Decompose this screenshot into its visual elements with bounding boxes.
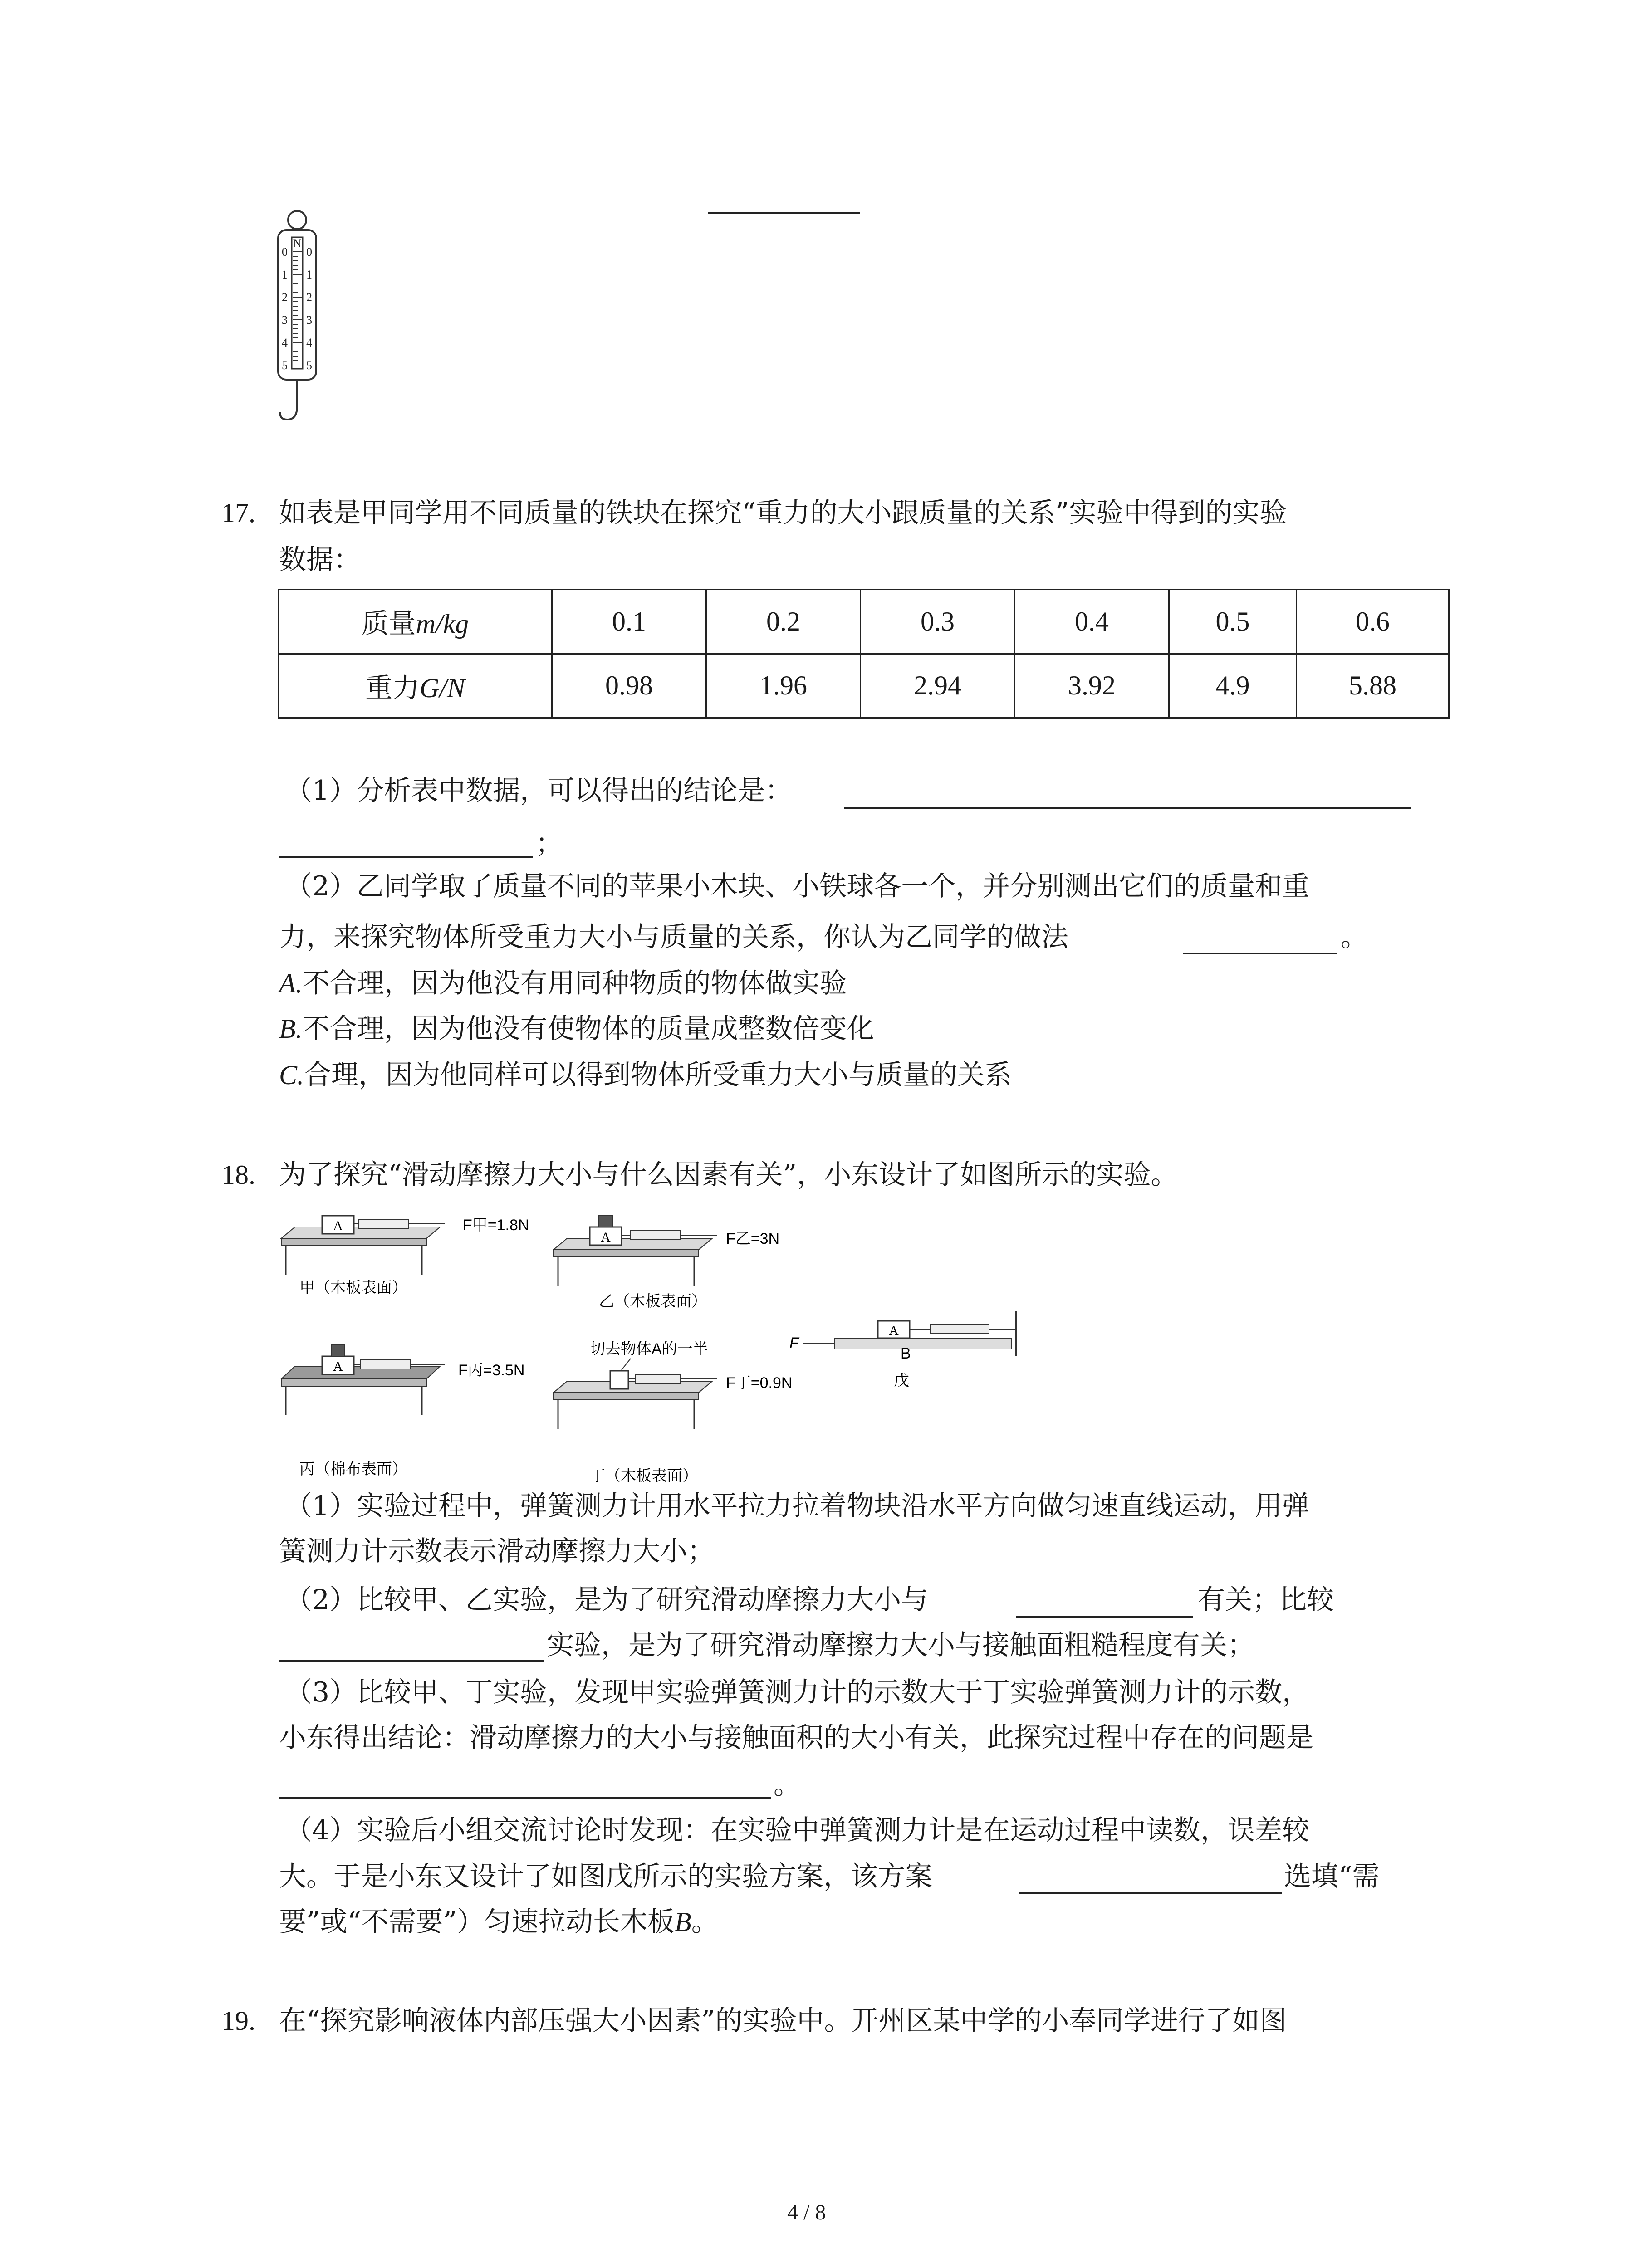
q17-part2-line1: （2）乙同学取了质量不同的苹果小木块、小铁球各一个，并分别测出它们的质量和重 <box>285 870 1310 902</box>
spring-scale-figure <box>270 206 324 442</box>
answer-blank-prev[interactable] <box>708 212 860 214</box>
scale-tick-label-left: 2 <box>282 291 288 304</box>
q18-part4-line2b: 选填“需 <box>1284 1861 1380 1892</box>
caption-ding: 丁（木板表面） <box>590 1467 698 1485</box>
scale-tick-label-right: 1 <box>306 268 312 281</box>
scale-tick-label-left: 1 <box>282 268 288 281</box>
q17-number: 17. <box>221 498 255 528</box>
note-ding: 切去物体A的一半 <box>590 1340 708 1358</box>
setup-jia <box>281 1216 529 1296</box>
force-bing-label: F丙=3.5N <box>458 1362 525 1379</box>
q17-stem-line2: 数据： <box>279 544 361 576</box>
friction-experiment-figure <box>272 1202 1043 1488</box>
mass-cell: 0.5 <box>1169 590 1297 654</box>
force-yi-label: F乙=3N <box>726 1230 780 1247</box>
weight-cell: 2.94 <box>861 654 1015 718</box>
scale-tick-label-right: 0 <box>306 245 312 259</box>
q18-part2-line1b: 有关；比较 <box>1198 1584 1334 1616</box>
weight-cell: 5.88 <box>1297 654 1449 718</box>
q18-part3-line1: （3）比较甲、丁实验，发现甲实验弹簧测力计的示数大于丁实验弹簧测力计的示数， <box>285 1677 1310 1708</box>
q18-part4-line2: 大。于是小东又设计了如图戊所示的实验方案，该方案 <box>279 1861 932 1892</box>
block-a-label: A <box>333 1218 343 1233</box>
q17-option-c[interactable]: C.合理，因为他同样可以得到物体所受重力大小与质量的关系 <box>279 1059 1012 1091</box>
scale-letter: N <box>293 237 302 250</box>
q18-part3-blank[interactable] <box>279 1797 771 1799</box>
mass-cell: 0.4 <box>1015 590 1169 654</box>
q19-number: 19. <box>221 2006 255 2036</box>
svg-text:A: A <box>889 1323 899 1338</box>
q17-part2-end: 。 <box>1341 921 1368 953</box>
q18-part1-line2: 簧测力计示数表示滑动摩擦力大小； <box>279 1535 715 1567</box>
q17-part1: （1）分析表中数据，可以得出的结论是： <box>285 775 793 807</box>
force-wu-label: F <box>789 1334 799 1352</box>
q18-part4-blank[interactable] <box>1019 1892 1282 1894</box>
caption-wu: 戊 <box>894 1372 909 1389</box>
page-number: 4 / 8 <box>787 2200 826 2224</box>
caption-bing: 丙（棉布表面） <box>299 1461 407 1478</box>
q18-part2-blank-a[interactable] <box>1016 1616 1193 1618</box>
q17-stem-line1: 如表是甲同学用不同质量的铁块在探究“重力的大小跟质量的关系”实验中得到的实验 <box>279 497 1287 529</box>
setup-wu <box>789 1311 1016 1389</box>
weight-cell: 0.98 <box>552 654 706 718</box>
q18-stem: 为了探究“滑动摩擦力大小与什么因素有关”，小东设计了如图所示的实验。 <box>279 1159 1178 1191</box>
q18-part1-line1: （1）实验过程中，弹簧测力计用水平拉力拉着物块沿水平方向做匀速直线运动，用弹 <box>285 1490 1310 1522</box>
board-b-label: B <box>901 1345 911 1362</box>
table-row-mass <box>279 590 1449 654</box>
setup-ding <box>554 1340 792 1485</box>
weight-cell: 3.92 <box>1015 654 1169 718</box>
q18-part4-line3: 要”或“不需要”）匀速拉动长木板B。 <box>279 1906 719 1938</box>
force-jia-label: F甲=1.8N <box>463 1217 529 1234</box>
force-ding-label: F丁=0.9N <box>726 1374 793 1392</box>
q18-part2-blank-b[interactable] <box>279 1660 544 1662</box>
svg-text:A: A <box>601 1230 611 1245</box>
scale-tick-label-right: 4 <box>306 336 312 349</box>
weight-cell: 4.9 <box>1169 654 1297 718</box>
row-label-weight: 重力G/N <box>279 654 552 718</box>
q17-part1-blank-b[interactable] <box>279 856 533 858</box>
scale-tick-label-right: 2 <box>306 291 312 304</box>
caption-yi: 乙（木板表面） <box>599 1293 707 1310</box>
scale-tick-label-left: 3 <box>282 313 288 327</box>
scale-tick-label-left: 4 <box>282 336 288 349</box>
q17-part2-blank[interactable] <box>1183 953 1337 954</box>
q17-part1-blank-a[interactable] <box>844 807 1411 809</box>
mass-cell: 0.1 <box>552 590 706 654</box>
q18-part4-line1: （4）实验后小组交流讨论时发现：在实验中弹簧测力计是在运动过程中读数，误差较 <box>285 1814 1310 1846</box>
mass-cell: 0.6 <box>1297 590 1449 654</box>
scale-tick-label-right: 5 <box>306 359 312 372</box>
q17-data-table <box>278 589 1450 719</box>
table-row-weight <box>279 654 1449 718</box>
setup-yi <box>554 1216 779 1310</box>
q17-option-b[interactable]: B.不合理，因为他没有使物体的质量成整数倍变化 <box>279 1013 874 1045</box>
q19-stem: 在“探究影响液体内部压强大小因素”的实验中。开州区某中学的小奉同学进行了如图 <box>279 2005 1287 2037</box>
q18-part2-line1a: （2）比较甲、乙实验，是为了研究滑动摩擦力大小与 <box>285 1584 929 1616</box>
scale-tick-label-right: 3 <box>306 313 312 327</box>
weight-cell: 1.96 <box>706 654 861 718</box>
scale-tick-label-left: 5 <box>282 359 288 372</box>
mass-cell: 0.3 <box>861 590 1015 654</box>
scale-tick-label-left: 0 <box>282 245 288 259</box>
q17-part2-line2: 力，来探究物体所受重力大小与质量的关系，你认为乙同学的做法 <box>279 921 1068 953</box>
q17-option-a[interactable]: A.不合理，因为他没有用同种物质的物体做实验 <box>279 968 847 999</box>
svg-text:A: A <box>333 1359 343 1374</box>
caption-jia: 甲（木板表面） <box>299 1279 407 1296</box>
q18-part2-line2: 实验，是为了研究滑动摩擦力大小与接触面粗糙程度有关； <box>547 1629 1254 1661</box>
q18-part3-line2: 小东得出结论：滑动摩擦力的大小与接触面积的大小有关，此探究过程中存在的问题是 <box>279 1722 1313 1754</box>
q17-part1-end: ； <box>535 828 563 860</box>
setup-bing <box>281 1345 524 1478</box>
q18-part3-end: 。 <box>774 1769 801 1801</box>
row-label-mass: 质量m/kg <box>279 590 552 654</box>
q18-number: 18. <box>221 1160 255 1190</box>
mass-cell: 0.2 <box>706 590 861 654</box>
